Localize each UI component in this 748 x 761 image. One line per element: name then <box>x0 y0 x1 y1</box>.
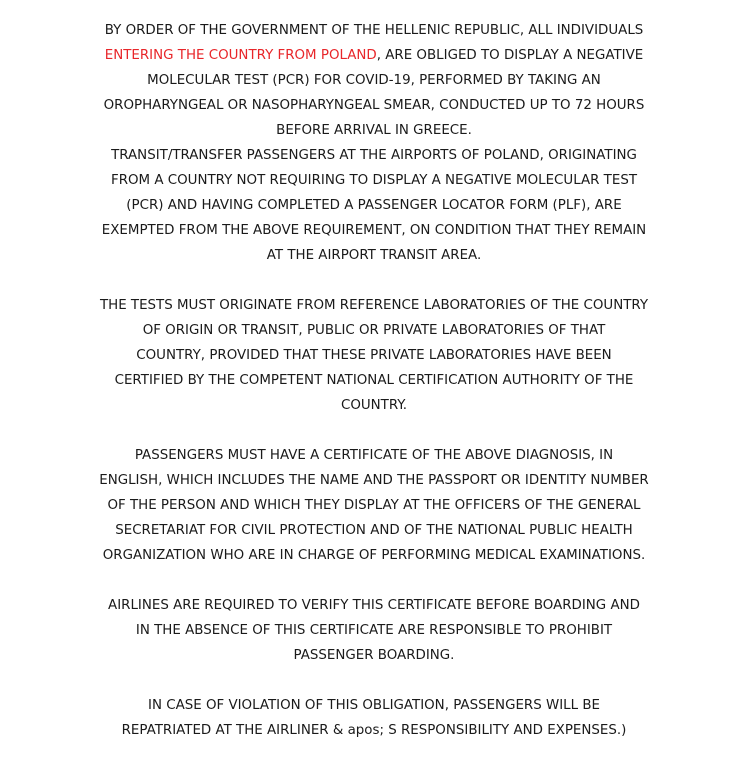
notice-line <box>0 193 748 218</box>
notice-line: PASSENGER BOARDING. <box>293 648 455 663</box>
notice-line <box>0 93 748 118</box>
paragraph-spacer <box>0 268 748 293</box>
notice-line-text: BY ORDER OF THE GOVERNMENT OF THE HELLENIC REPUBLIC, ALL INDIVIDUALS <box>104 23 644 38</box>
notice-line <box>0 168 748 193</box>
notice-line <box>0 143 748 168</box>
notice-line: ORGANIZATION WHO ARE IN CHARGE OF PERFORMING MEDICAL EXAMINATIONS. <box>102 548 646 563</box>
notice-line-text: , ARE OBLIGED TO DISPLAY A NEGATIVE <box>376 48 644 63</box>
notice-line: COUNTRY, PROVIDED THAT THESE PRIVATE LABORATORIES HAVE BEEN <box>136 348 612 363</box>
notice-line <box>0 118 748 143</box>
notice-line-text: AT THE AIRPORT TRANSIT AREA. <box>266 248 482 263</box>
notice-line: ENGLISH, WHICH INCLUDES THE NAME AND THE PASSPORT OR IDENTITY NUMBER <box>99 473 649 488</box>
notice-line <box>0 68 748 93</box>
notice-line: OF THE PERSON AND WHICH THEY DISPLAY AT THE OFFICERS OF THE GENERAL <box>107 498 641 513</box>
notice-line: IN THE ABSENCE OF THIS CERTIFICATE ARE RESPONSIBLE TO PROHIBIT <box>135 623 613 638</box>
paragraph-spacer <box>0 418 748 443</box>
notice-line: THE TESTS MUST ORIGINATE FROM REFERENCE LABORATORIES OF THE COUNTRY <box>99 298 649 313</box>
notice-paragraph-laboratories <box>0 293 748 418</box>
notice-line <box>0 43 748 68</box>
notice-line: AIRLINES ARE REQUIRED TO VERIFY THIS CERTIFICATE BEFORE BOARDING AND <box>108 598 640 613</box>
notice-line-text: FROM A COUNTRY NOT REQUIRING TO DISPLAY A NEGATIVE MOLECULAR TEST <box>111 173 637 188</box>
notice-paragraph-certificate <box>0 443 748 568</box>
notice-line-text: OROPHARYNGEAL OR NASOPHARYNGEAL SMEAR, CONDUCTED UP TO 72 HOURS <box>103 98 645 113</box>
notice-line: CERTIFIED BY THE COMPETENT NATIONAL CERTIFICATION AUTHORITY OF THE <box>114 373 634 388</box>
travel-notice <box>0 18 748 743</box>
notice-line: PASSENGERS MUST HAVE A CERTIFICATE OF THE ABOVE DIAGNOSIS, IN <box>134 448 614 463</box>
notice-line <box>0 243 748 268</box>
notice-line-text: BEFORE ARRIVAL IN GREECE. <box>276 123 472 138</box>
highlighted-country-text: ENTERING THE COUNTRY FROM POLAND <box>104 48 377 63</box>
notice-line: SECRETARIAT FOR CIVIL PROTECTION AND OF THE NATIONAL PUBLIC HEALTH <box>115 523 633 538</box>
notice-line: REPATRIATED AT THE AIRLINER & apos; S RESPONSIBILITY AND EXPENSES.) <box>121 723 627 738</box>
notice-line <box>0 18 748 43</box>
notice-line: COUNTRY. <box>340 398 408 413</box>
notice-paragraph-entry-requirement <box>0 18 748 268</box>
paragraph-spacer <box>0 568 748 593</box>
notice-line-text: EXEMPTED FROM THE ABOVE REQUIREMENT, ON CONDITION THAT THEY REMAIN <box>101 223 647 238</box>
notice-line-text: TRANSIT/TRANSFER PASSENGERS AT THE AIRPORTS OF POLAND, ORIGINATING <box>111 148 637 163</box>
notice-paragraph-airlines <box>0 593 748 668</box>
notice-line: IN CASE OF VIOLATION OF THIS OBLIGATION, PASSENGERS WILL BE <box>148 698 600 713</box>
notice-line-text: (PCR) AND HAVING COMPLETED A PASSENGER LOCATOR FORM (PLF), ARE <box>126 198 622 213</box>
notice-paragraph-violation <box>0 693 748 743</box>
paragraph-spacer <box>0 668 748 693</box>
notice-line: OF ORIGIN OR TRANSIT, PUBLIC OR PRIVATE LABORATORIES OF THAT <box>142 323 606 338</box>
notice-line <box>0 218 748 243</box>
notice-line-text: MOLECULAR TEST (PCR) FOR COVID-19, PERFORMED BY TAKING AN <box>147 73 601 88</box>
